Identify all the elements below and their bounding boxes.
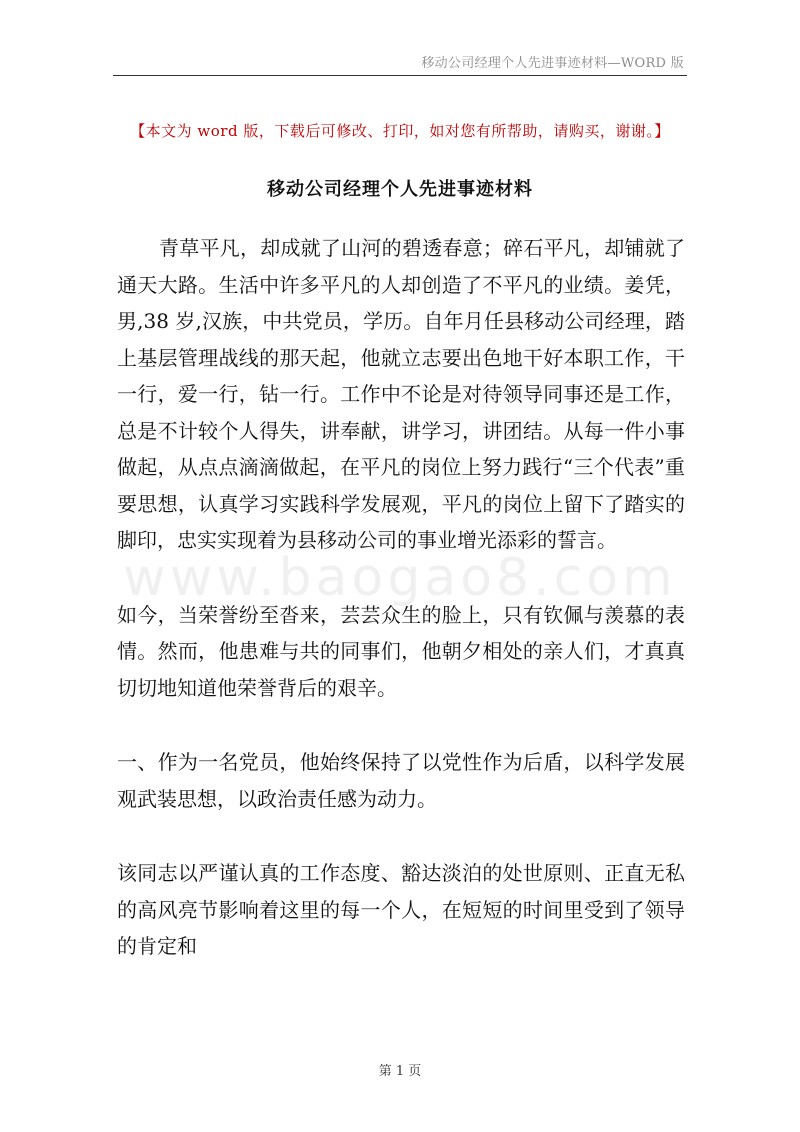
page-number: 第 1 页: [378, 1064, 422, 1079]
header-divider: [113, 75, 687, 76]
document-body: [117, 230, 685, 1003]
watermark: www.baogao8.com: [123, 548, 677, 608]
document-title: 移动公司经理个人先进事迹材料: [267, 179, 533, 200]
body-paragraph: 如今，当荣誉纷至沓来，芸芸众生的脸上，只有钦佩与羡慕的表情。然而，他患难与共的同事们，他朝夕相处的亲人们，才真真切切地知道他荣誉背后的艰辛。: [117, 602, 685, 700]
body-paragraph: 一、作为一名党员，他始终保持了以党性作为后盾，以科学发展观武装思想，以政治责任感为动力。: [117, 750, 685, 811]
running-header: 移动公司经理个人先进事迹材料—WORD 版: [421, 56, 684, 71]
body-paragraph: 青草平凡，却成就了山河的碧透春意；碎石平凡，却铺就了通天大路。生活中许多平凡的人却创造了不平凡的业绩。姜凭，男,38 岁,汉族，中共党员，学历。自年月任县移动公司经理，踏上基层管理战线的那天起，他就立志要出色地干好本职工作，干一行，爱一行，钻一行。工作中不论是对待领导同事还是工作，总是不计较个人得失，讲奉献，讲学习，讲团结。从每一件小事做起，从点点滴滴做起，在平凡的岗位上努力践行“三个代表”重要思想，认真学习实践科学发展观，平凡的岗位上留下了踏实的脚印，忠实实现着为县移动公司的事业增光添彩的誓言。: [117, 236, 685, 552]
download-notice: 【本文为 word 版，下载后可修改、打印，如对您有所帮助，请购买，谢谢。】: [130, 122, 670, 140]
body-paragraph: 该同志以严谨认真的工作态度、豁达淡泊的处世原则、正直无私的高风亮节影响着这里的每一个人，在短短的时间里受到了领导的肯定和: [117, 861, 685, 958]
